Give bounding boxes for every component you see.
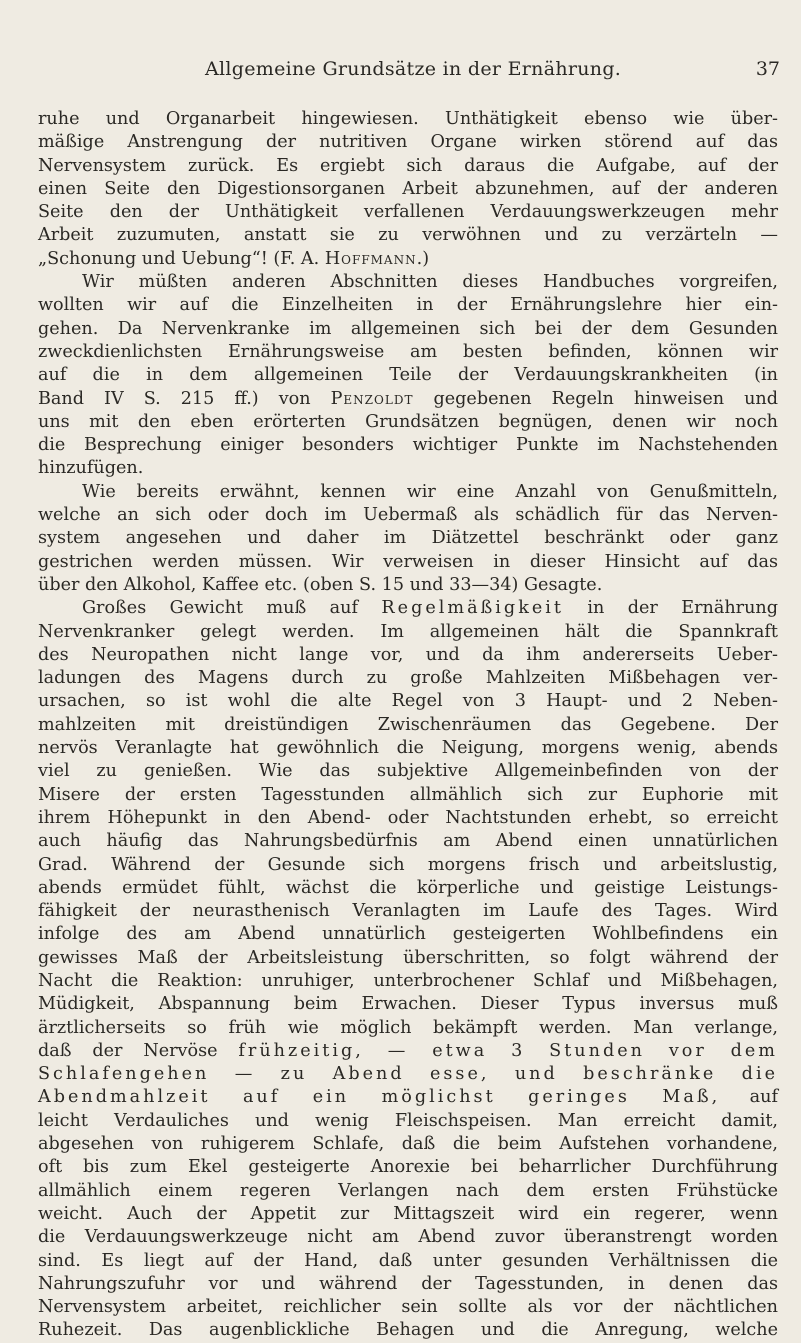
text-line: Grad. Während der Gesunde sich morgens frisch und arbeitslustig, — [38, 854, 778, 875]
text-line: Nervensystem arbeitet, reichlicher sein sollte als vor der nächtlichen — [38, 1297, 778, 1318]
text-line: mäßige Anstrengung der nutritiven Organe wirken störend auf das — [38, 132, 778, 153]
text-line: auf die in dem allgemeinen Teile der Verdauungskrankheiten (in — [38, 365, 778, 386]
text-line: ruhe und Organarbeit hingewiesen. Unthätigkeit ebenso wie über- — [38, 109, 778, 129]
text-line: oft bis zum Ekel gesteigerte Anorexie bei beharrlicher Durchführung — [38, 1157, 778, 1178]
text-line: welche an sich oder doch im Uebermaß als schädlich für das Nerven- — [38, 505, 778, 526]
text-line: Nervensystem zurück. Es ergiebt sich daraus die Aufgabe, auf der — [38, 155, 778, 176]
text-line: Wir müßten anderen Abschnitten dieses Handbuches vorgreifen, — [82, 272, 778, 293]
text-segment: „Schonung und Uebung“! (F. A. — [38, 248, 325, 269]
text-line: infolge des am Abend unnatürlich gesteigerten Wohlbefindens ein — [38, 924, 778, 945]
body-text — [38, 108, 778, 1343]
text-line: weicht. Auch der Appetit zur Mittagszeit wird ein regerer, wenn — [38, 1203, 778, 1224]
text-line: gehen. Da Nervenkranke im allgemeinen sich bei der dem Gesunden — [38, 318, 778, 339]
text-line: ursachen, so ist wohl die alte Regel von 3 Haupt- und 2 Neben- — [38, 691, 778, 712]
text-line — [38, 597, 778, 620]
text-line — [38, 1040, 778, 1063]
text-line: Wie bereits erwähnt, kennen wir eine Anzahl von Genußmitteln, — [82, 481, 778, 502]
text-line: system angesehen und daher im Diätzettel beschränkt oder ganz — [38, 528, 778, 549]
text-line: die Besprechung einiger besonders wichtiger Punkte im Nachstehenden — [38, 435, 778, 456]
text-line: einen Seite den Digestionsorganen Arbeit abzunehmen, auf der anderen — [38, 178, 778, 199]
text-line: Nahrungszufuhr vor und während der Tagesstunden, in denen das — [38, 1273, 778, 1294]
text-line: uns mit den eben erörterten Grundsätzen begnügen, denen wir noch — [38, 411, 778, 432]
emphasized-text: frühzeitig, — etwa 3 Stunden vor dem — [238, 1040, 778, 1061]
text-line: Seite den der Unthätigkeit verfallenen Verdauungswerkzeugen mehr — [38, 202, 778, 223]
text-line: fähigkeit der neurasthenisch Veranlagten im Laufe des Tages. Wird — [38, 901, 778, 922]
text-line: Ruhezeit. Das augenblickliche Behagen und die Anregung, welche — [38, 1320, 778, 1341]
emphasized-text: Abendmahlzeit auf ein möglichst geringes Maß, — [38, 1087, 721, 1108]
text-line: wollten wir auf die Einzelheiten in der Ernährungslehre hier ein- — [38, 295, 778, 316]
text-line: ihrem Höhepunkt in den Abend- oder Nachtstunden erhebt, so erreicht — [38, 807, 778, 828]
text-line: Müdigkeit, Abspannung beim Erwachen. Dieser Typus inversus muß — [38, 994, 778, 1015]
text-line: viel zu genießen. Wie das subjektive Allgemeinbefinden von der — [38, 761, 778, 782]
author-name: Hoffmann — [324, 248, 417, 269]
text-line: Nervenkranker gelegt werden. Im allgemeinen hält die Spannkraft — [38, 621, 778, 642]
text-line: ärztlicherseits so früh wie möglich bekämpft werden. Man verlange, — [38, 1017, 778, 1038]
page-header — [0, 58, 801, 88]
text-segment: Großes Gewicht muß auf — [82, 598, 382, 619]
emphasized-text: Schlafengehen — zu Abend esse, und beschränke die — [38, 1064, 778, 1085]
text-line: ladungen des Magens durch zu große Mahlzeiten Mißbehagen ver- — [38, 668, 778, 689]
text-line — [38, 388, 778, 411]
text-line: die Verdauungswerkzeuge nicht am Abend zuvor überanstrengt worden — [38, 1227, 778, 1248]
text-line: abgesehen von ruhigerem Schlafe, daß die beim Aufstehen vorhandene, — [38, 1134, 778, 1155]
text-line: nervös Veranlagte hat gewöhnlich die Neigung, morgens wenig, abends — [38, 738, 778, 759]
text-line: Misere der ersten Tagesstunden allmählich sich zur Euphorie mit — [38, 784, 778, 805]
text-segment: auf — [720, 1087, 778, 1108]
author-name: Penzoldt — [330, 388, 414, 409]
text-line — [38, 1086, 778, 1109]
text-line: gestrichen werden müssen. Wir verweisen in dieser Hinsicht auf das — [38, 551, 778, 572]
text-segment: daß der Nervöse — [38, 1040, 239, 1061]
text-line — [38, 1063, 778, 1086]
text-line: hinzufügen. — [38, 458, 144, 479]
text-segment: Band IV S. 215 ff.) von — [38, 388, 331, 409]
text-line: mahlzeiten mit dreistündigen Zwischenräumen das Gegebene. Der — [38, 714, 778, 735]
text-line — [38, 248, 778, 271]
running-title: Allgemeine Grundsätze in der Ernährung. — [205, 58, 622, 80]
text-line: auch häufig das Nahrungsbedürfnis am Abend einen unnatürlichen — [38, 831, 778, 852]
text-line: sind. Es liegt auf der Hand, daß unter gesunden Verhältnissen die — [38, 1250, 778, 1271]
text-line: gewisses Maß der Arbeitsleistung überschritten, so folgt während der — [38, 947, 778, 968]
page-number: 37 — [755, 58, 780, 80]
text-line: über den Alkohol, Kaffee etc. (oben S. 15 und 33—34) Gesagte. — [38, 574, 603, 595]
text-line: abends ermüdet fühlt, wächst die körperliche und geistige Leistungs- — [38, 877, 778, 898]
text-line: des Neuropathen nicht lange vor, und da ihm andererseits Ueber- — [38, 644, 778, 665]
text-line: zweckdienlichsten Ernährungsweise am besten befinden, können wir — [38, 341, 778, 362]
text-line: leicht Verdauliches und wenig Fleischspeisen. Man erreicht damit, — [38, 1110, 778, 1131]
text-segment: gegebenen Regeln hinweisen und — [413, 388, 779, 409]
text-line: Nacht die Reaktion: unruhiger, unterbrochener Schlaf und Mißbehagen, — [38, 970, 778, 991]
text-line: allmählich einem regeren Verlangen nach dem ersten Frühstücke — [38, 1180, 778, 1201]
emphasized-text: Regelmäßigkeit — [381, 598, 564, 619]
text-line: Arbeit zuzumuten, anstatt sie zu verwöhnen und zu verzärteln — — [38, 225, 778, 246]
text-segment: in der Ernährung — [563, 598, 778, 619]
text-segment: .) — [416, 248, 430, 269]
